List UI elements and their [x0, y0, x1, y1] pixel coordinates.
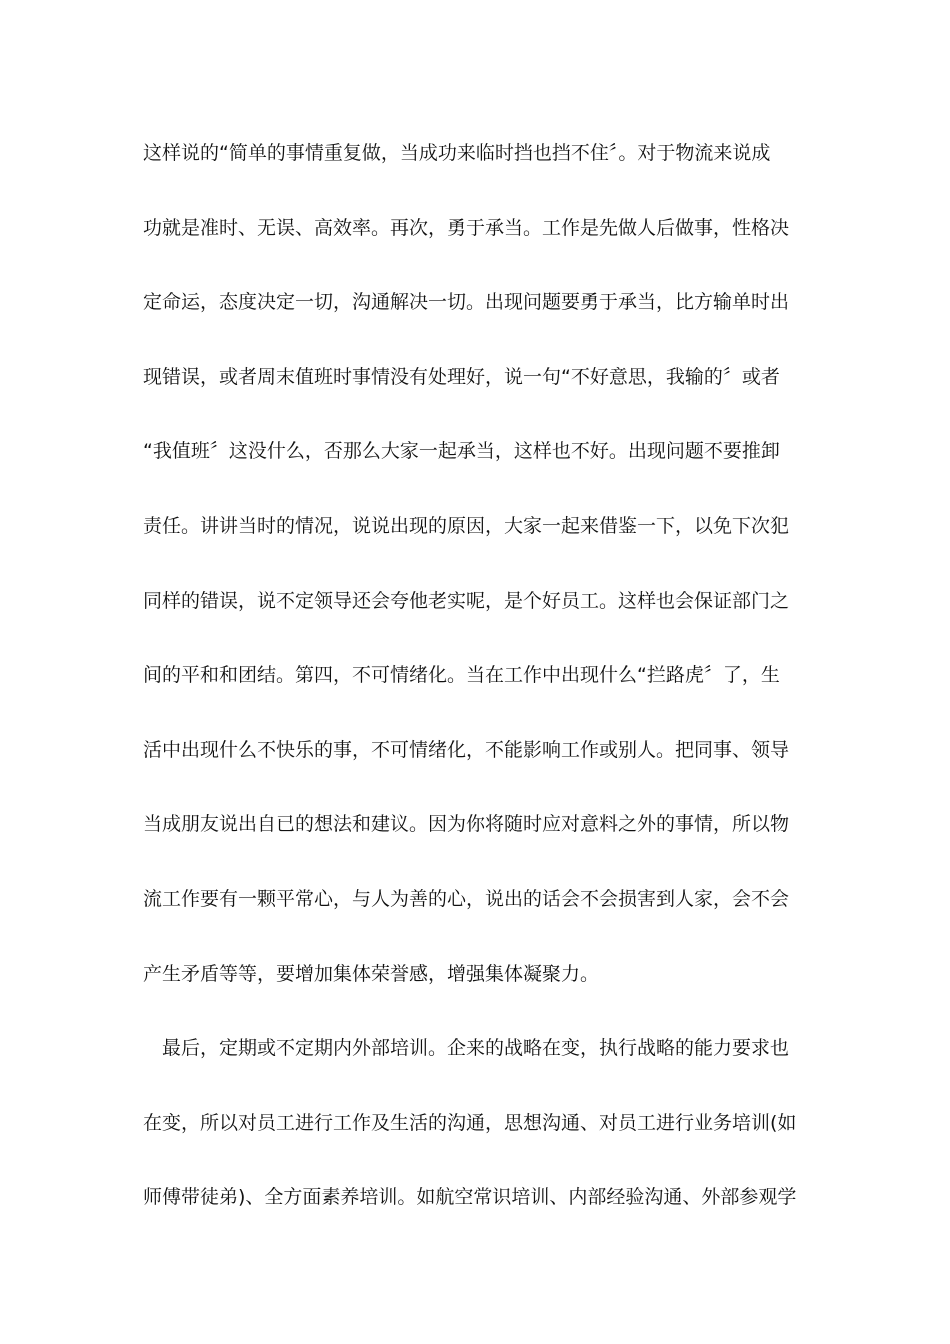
text-line-11: 流工作要有一颗平常心，与人为善的心，说出的话会不会损害到人家，会不会 — [143, 887, 790, 910]
text-line-1: 这样说的“简单的事情重复做，当成功来临时挡也挡不住〞。对于物流来说成 — [143, 142, 771, 164]
text-line-10: 当成朋友说出自已的想法和建议。因为你将随时应对意料之外的事情，所以物 — [143, 813, 790, 836]
text-line-12: 产生矛盾等等，要增加集体荣誉感，增强集体凝聚力。 — [143, 962, 600, 985]
body-text — [143, 133, 823, 1252]
text-line-6: 责任。讲讲当时的情况，说说出现的原因，大家一起来借鉴一下，以免下次犯 — [143, 514, 790, 537]
text-line-8: 间的平和和团结。第四，不可情绪化。当在工作中出现什么“拦路虎〞了，生 — [143, 664, 780, 687]
text-line-4: 现错误，或者周末值班时事情没有处理好，说一句“不好意思，我输的〞或者 — [143, 365, 780, 388]
text-line-5: “我值班〞这没什么，否那么大家一起承当，这样也不好。出现问题不要推卸 — [143, 440, 780, 463]
text-line-15: 师傅带徒弟)、全方面素养培训。如航空常识培训、内部经验沟通、外部参观学 — [143, 1186, 797, 1209]
text-line-2: 功就是准时、无误、高效率。再次，勇于承当。工作是先做人后做事，性格决 — [143, 216, 790, 239]
text-line-14: 在变，所以对员工进行工作及生活的沟通，思想沟通、对员工进行业务培训(如 — [143, 1111, 797, 1134]
text-line-3: 定命运，态度决定一切，沟通解决一切。出现问题要勇于承当，比方输单时出 — [143, 291, 790, 314]
text-line-9: 活中出现什么不快乐的事，不可情绪化，不能影响工作或别人。把同事、领导 — [143, 738, 790, 761]
text-line-13: 最后，定期或不定期内外部培训。企来的战略在变，执行战略的能力要求也 — [143, 1037, 790, 1060]
text-line-7: 同样的错误，说不定领导还会夸他老实呢，是个好员工。这样也会保证部门之 — [143, 589, 790, 612]
